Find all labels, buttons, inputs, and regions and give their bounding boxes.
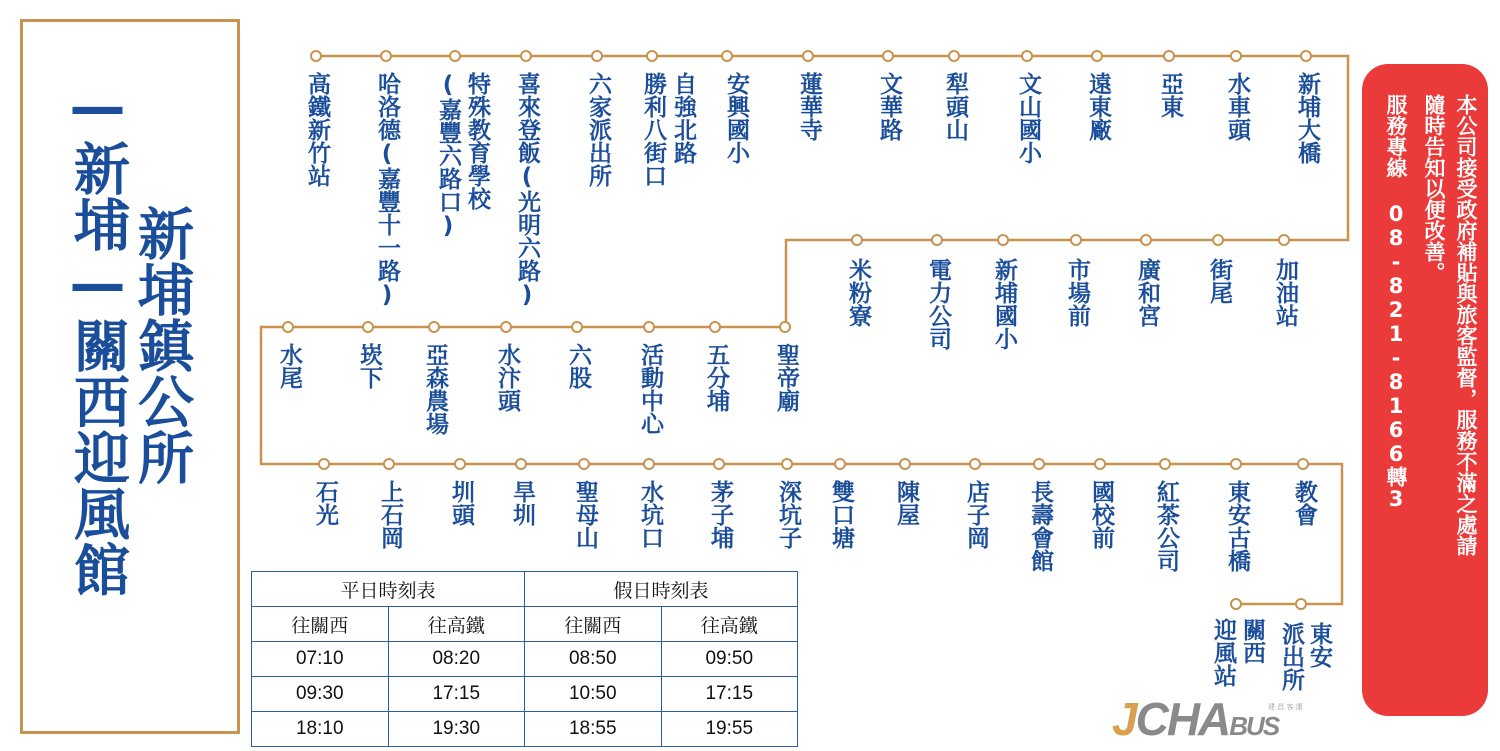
stop-label: 亞森農場 — [422, 343, 448, 435]
stop-label: 旱圳 — [509, 480, 535, 526]
stop-label: 文華路 — [876, 72, 902, 141]
stop-label: 派出所 — [1278, 622, 1304, 691]
stop-label: 水車頭 — [1224, 72, 1250, 141]
stop-label: 關西 — [1239, 618, 1265, 664]
stop-dot — [521, 51, 531, 61]
stop-label: 茅子埔 — [707, 480, 733, 549]
stop-label: 陳屋 — [893, 480, 919, 526]
stop-dot — [780, 322, 790, 332]
stop-label: 圳頭 — [448, 480, 474, 526]
stop-dot — [714, 459, 724, 469]
notice-line-1: 本公司接受政府補貼與旅客監督，服務不滿之處請 — [1454, 94, 1478, 556]
notice-line-2: 隨時告知以便改善。 — [1422, 94, 1446, 283]
time-cell: 18:10 — [252, 712, 389, 747]
stop-label: 遠東廠 — [1085, 72, 1111, 141]
stop-label: 自強北路 — [670, 72, 696, 164]
stop-dot — [1095, 459, 1105, 469]
stop-dot — [1092, 51, 1102, 61]
stop-dot — [1279, 235, 1289, 245]
stop-label: 蓮華寺 — [796, 72, 822, 141]
stop-dot — [363, 322, 373, 332]
weekday-header: 平日時刻表 — [252, 572, 525, 607]
time-cell: 18:55 — [525, 712, 662, 747]
stop-label: 犁頭山 — [942, 72, 968, 141]
stop-dot — [900, 459, 910, 469]
stop-label: 水汴頭 — [494, 343, 520, 412]
stop-label: 迎風站 — [1210, 618, 1236, 687]
stop-label: 高鐵新竹站 — [304, 72, 330, 187]
logo-cha: CHA — [1135, 693, 1230, 745]
stop-dot — [1164, 51, 1174, 61]
stop-dot — [852, 235, 862, 245]
stop-label: 活動中心 — [637, 343, 663, 435]
stop-dot — [1301, 51, 1311, 61]
stop-label: 加油站 — [1272, 258, 1298, 327]
timetable — [251, 571, 798, 747]
stop-label: 長壽會館 — [1027, 480, 1053, 572]
stop-label: 六家派出所 — [585, 72, 611, 187]
stop-label: 米粉寮 — [845, 258, 871, 327]
col-header: 往關西 — [525, 607, 662, 642]
route-title-destination: 關西迎風館 — [65, 317, 130, 597]
stop-label: 深坑子 — [775, 480, 801, 549]
stop-label: 喜來登飯(光明六路) — [514, 72, 540, 308]
notice-panel — [1362, 64, 1488, 716]
stop-dot — [998, 235, 1008, 245]
stop-label: 水尾 — [276, 343, 302, 389]
time-cell: 07:10 — [252, 642, 389, 677]
stop-label: 哈洛德(嘉豐十一路) — [374, 72, 400, 308]
stop-dot — [835, 459, 845, 469]
route-title-operator: 新埔鎮公所 — [129, 205, 194, 485]
stop-label: 國校前 — [1088, 480, 1114, 549]
stop-dot — [381, 51, 391, 61]
stop-dot — [1298, 459, 1308, 469]
stop-dot — [319, 459, 329, 469]
stop-dot — [1071, 235, 1081, 245]
stop-dot — [429, 322, 439, 332]
time-cell: 17:15 — [661, 677, 798, 712]
logo-subtitle: 建 昌 客 運 — [1268, 703, 1303, 711]
stop-dot — [644, 459, 654, 469]
stop-dot — [501, 322, 511, 332]
stop-label: 東安古橋 — [1224, 480, 1250, 572]
stop-dot — [1231, 51, 1241, 61]
time-cell: 17:15 — [388, 677, 525, 712]
stop-dot — [883, 51, 893, 61]
time-cell: 19:30 — [388, 712, 525, 747]
stop-label: 水坑口 — [637, 480, 663, 549]
stop-dot — [1034, 459, 1044, 469]
stop-dot — [1022, 51, 1032, 61]
stop-label: 聖母山 — [572, 480, 598, 549]
stop-dot — [1141, 235, 1151, 245]
stop-dot — [516, 459, 526, 469]
stop-label: 聖帝廟 — [773, 343, 799, 412]
stop-dot — [970, 459, 980, 469]
col-header: 往關西 — [252, 607, 389, 642]
stop-dot — [710, 322, 720, 332]
stop-label: 勝利八街口 — [640, 72, 666, 187]
stop-label: 新埔大橋 — [1294, 72, 1320, 164]
stop-dot — [455, 459, 465, 469]
stop-dot — [311, 51, 321, 61]
stop-label: 店子岡 — [963, 480, 989, 549]
stop-label: (嘉豐六路口) — [435, 72, 461, 239]
col-header: 往高鐵 — [661, 607, 798, 642]
route-title-dash-2: — — [65, 252, 130, 317]
stop-dot — [1160, 459, 1170, 469]
notice-hotline: 服務專線 08-821-8166轉3 — [1384, 94, 1408, 511]
stop-dot — [572, 322, 582, 332]
stop-label: 特殊教育學校 — [464, 72, 490, 210]
stop-label: 新埔國小 — [991, 258, 1017, 350]
stop-dot — [949, 51, 959, 61]
stop-label: 電力公司 — [925, 258, 951, 350]
stop-label: 石光 — [312, 480, 338, 526]
logo-j: J — [1112, 693, 1136, 745]
stop-dot — [1231, 599, 1241, 609]
stop-label: 崁下 — [356, 343, 382, 389]
stop-label: 街尾 — [1206, 258, 1232, 304]
stop-label: 文山國小 — [1015, 72, 1041, 164]
holiday-header: 假日時刻表 — [525, 572, 798, 607]
stop-dot — [782, 459, 792, 469]
stop-dot — [803, 51, 813, 61]
stop-label: 上石岡 — [377, 480, 403, 549]
stop-dot — [1296, 599, 1306, 609]
stop-label: 紅茶公司 — [1153, 480, 1179, 572]
route-title-origin: 新埔 — [65, 140, 130, 252]
stop-label: 廣和宮 — [1134, 258, 1160, 327]
stop-dot — [450, 51, 460, 61]
stop-label: 亞東 — [1157, 72, 1183, 118]
stop-label: 東安 — [1306, 622, 1332, 668]
stop-dot — [283, 322, 293, 332]
stop-dot — [592, 51, 602, 61]
time-cell: 19:55 — [661, 712, 798, 747]
time-cell: 09:50 — [661, 642, 798, 677]
stop-dot — [932, 235, 942, 245]
time-cell: 08:20 — [388, 642, 525, 677]
jchabus-logo — [1112, 694, 1278, 751]
logo-bus: BUS — [1229, 711, 1279, 741]
time-cell: 09:30 — [252, 677, 389, 712]
stop-dot — [1231, 459, 1241, 469]
stop-dot — [579, 459, 589, 469]
col-header: 往高鐵 — [388, 607, 525, 642]
stop-dot — [722, 51, 732, 61]
stop-dot — [647, 51, 657, 61]
stop-label: 六股 — [565, 343, 591, 389]
stop-label: 五分埔 — [703, 343, 729, 412]
stop-label: 教會 — [1291, 480, 1317, 526]
stop-label: 市場前 — [1064, 258, 1090, 327]
route-title-dash-1: — — [65, 75, 130, 140]
stop-label: 雙口塘 — [828, 480, 854, 549]
time-cell: 08:50 — [525, 642, 662, 677]
stop-label: 安興國小 — [723, 72, 749, 164]
stop-dot — [644, 322, 654, 332]
time-cell: 10:50 — [525, 677, 662, 712]
stop-dot — [1213, 235, 1223, 245]
stop-dot — [384, 459, 394, 469]
